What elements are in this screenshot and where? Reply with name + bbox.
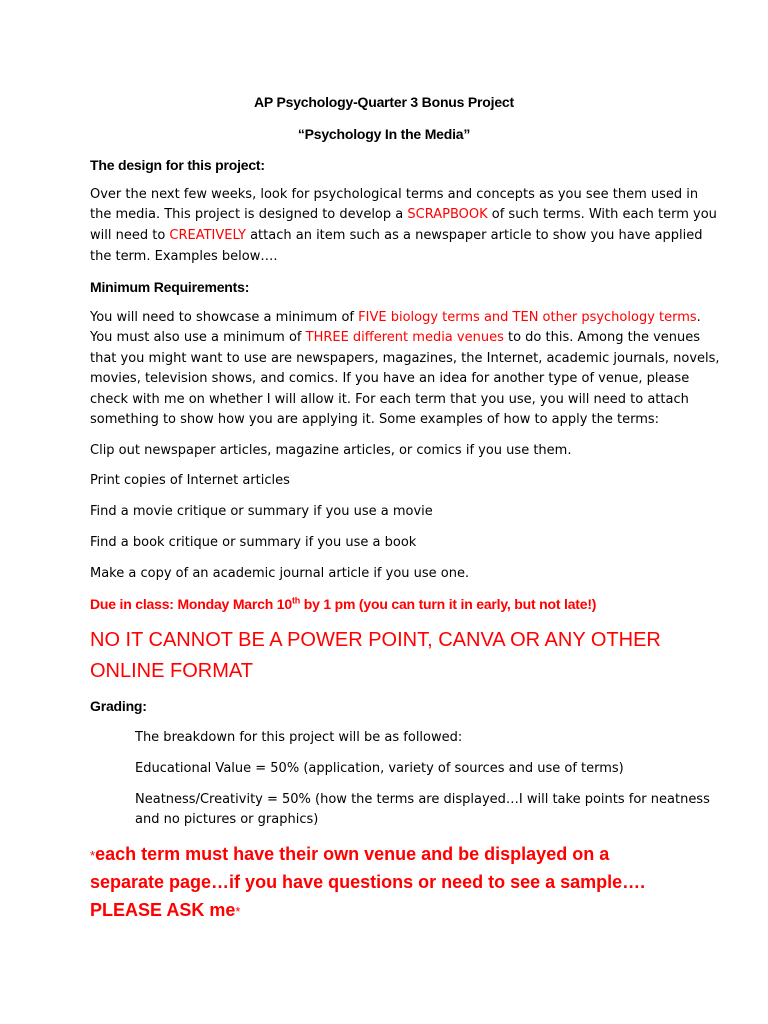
- requirements-line-4: movies, television shows, and comics. If you have an idea for another type of venue, please: [90, 371, 690, 386]
- final-note-line-1: [90, 840, 690, 870]
- final-note-line-3: [90, 896, 690, 926]
- grading-heading: Grading:: [90, 698, 147, 714]
- due-date: [90, 594, 690, 614]
- requirements-line-5: check with me on whether I will allow it. For each term that you use, you will need to attach: [90, 392, 689, 407]
- document-subtitle: “Psychology In the Media”: [297, 126, 471, 142]
- terms-highlight: FIVE biology terms and TEN other psychology terms: [358, 310, 697, 325]
- grading-line-4: and no pictures or graphics): [135, 812, 319, 827]
- asterisk: *: [235, 904, 241, 919]
- example-item: Find a book critique or summary if you use a book: [90, 535, 417, 550]
- design-text: attach an item such as a newspaper article to show you have applied: [245, 228, 703, 243]
- final-note-text: PLEASE ASK me: [90, 900, 236, 920]
- due-text: by 1 pm (you can turn it in early, but not late!): [300, 596, 597, 612]
- design-line-1: Over the next few weeks, look for psychological terms and concepts as you see them used in: [90, 187, 699, 202]
- grading-line-2: Educational Value = 50% (application, variety of sources and use of terms): [135, 761, 624, 776]
- format-warning-line-1: NO IT CANNOT BE A POWER POINT, CANVA OR ANY OTHER: [90, 629, 661, 651]
- design-text: the media. This project is designed to develop a: [90, 207, 408, 222]
- requirements-line-2: [90, 328, 701, 348]
- final-note-text: each term must have their own venue and be displayed on a: [95, 844, 610, 864]
- final-note-line-2: separate page…if you have questions or need to see a sample….: [90, 872, 646, 892]
- design-line-3: [90, 226, 703, 246]
- venues-highlight: THREE different media venues: [305, 330, 504, 345]
- requirements-text: You must also use a minimum of: [90, 330, 306, 345]
- example-item: Find a movie critique or summary if you use a movie: [90, 504, 433, 519]
- grading-line-3: Neatness/Creativity = 50% (how the terms are displayed…I will take points for neatness: [135, 792, 710, 807]
- design-line-4: the term. Examples below….: [90, 249, 278, 264]
- asterisk: *: [90, 848, 96, 863]
- requirements-text: to do this. Among the venues: [503, 330, 701, 345]
- requirements-line-1: [90, 308, 701, 328]
- example-item: Print copies of Internet articles: [90, 473, 290, 488]
- grading-line-1: The breakdown for this project will be as followed:: [135, 730, 463, 745]
- document-title: AP Psychology-Quarter 3 Bonus Project: [254, 94, 514, 110]
- requirements-text: You will need to showcase a minimum of: [90, 310, 359, 325]
- design-text: of such terms. With each term you: [487, 207, 717, 222]
- requirements-text: .: [696, 310, 701, 325]
- requirements-heading: Minimum Requirements:: [90, 279, 250, 295]
- design-line-2: [90, 205, 717, 225]
- due-superscript: th: [291, 595, 301, 606]
- design-text: will need to: [90, 228, 170, 243]
- example-item: Clip out newspaper articles, magazine articles, or comics if you use them.: [90, 443, 572, 458]
- due-text: Due in class: Monday March 10: [90, 596, 292, 612]
- creatively-highlight: CREATIVELY: [169, 228, 246, 243]
- scrapbook-highlight: SCRAPBOOK: [407, 207, 488, 222]
- requirements-line-3: that you might want to use are newspapers, magazines, the Internet, academic journals, novels,: [90, 351, 720, 366]
- requirements-line-6: something to show how you are applying it. Some examples of how to apply the terms:: [90, 412, 660, 427]
- design-heading: The design for this project:: [90, 157, 265, 173]
- format-warning-line-2: ONLINE FORMAT: [90, 660, 253, 682]
- example-item: Make a copy of an academic journal article if you use one.: [90, 566, 470, 581]
